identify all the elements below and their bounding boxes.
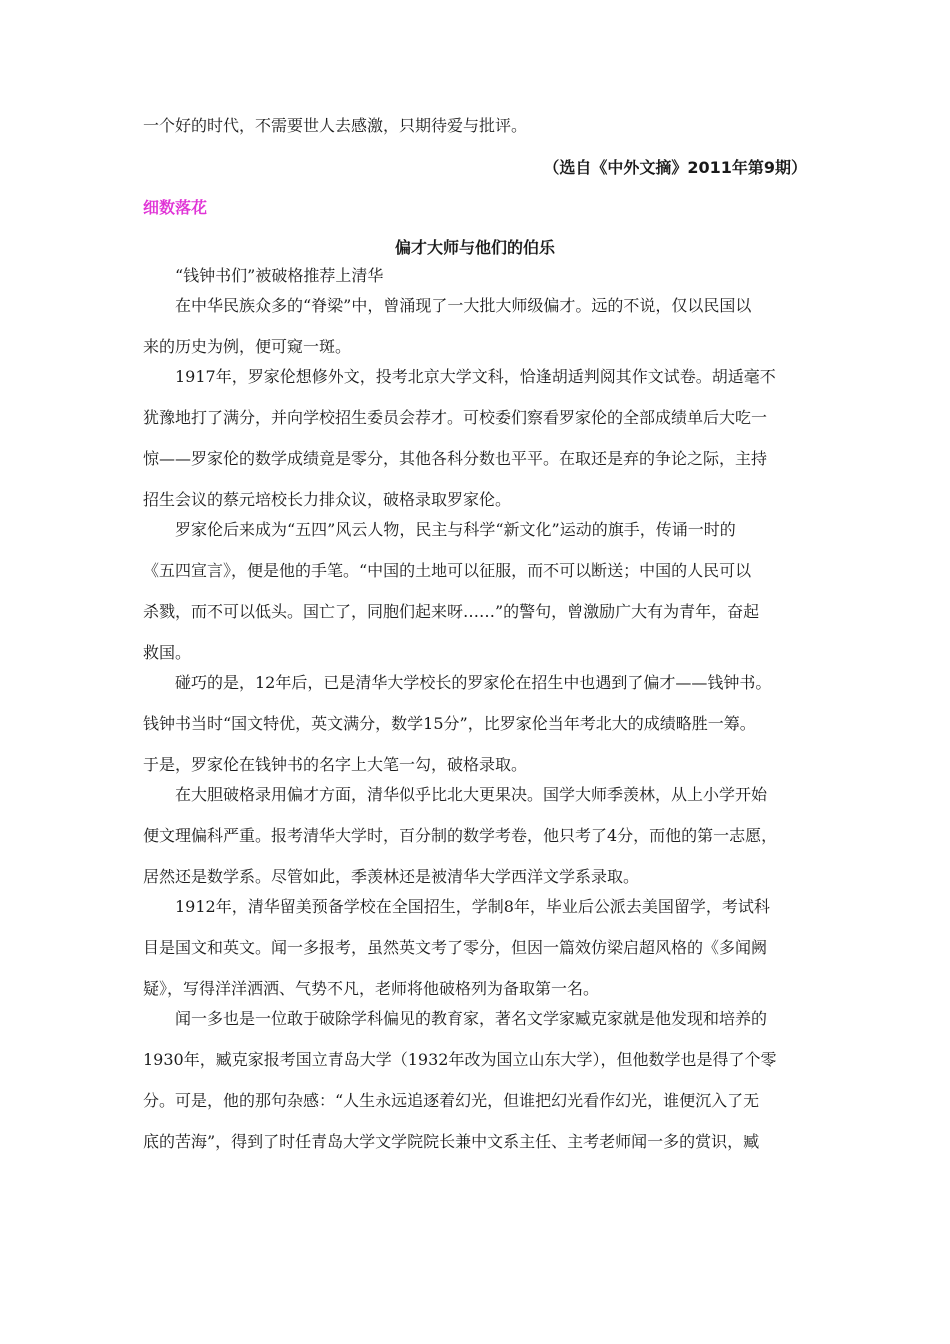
paragraph <box>143 897 807 999</box>
paragraph <box>143 673 807 775</box>
top-line: 一个好的时代，不需要世人去感激，只期待爱与批评。 <box>143 116 528 135</box>
paragraph-line: 惊——罗家伦的数学成绩竟是零分，其他各科分数也平平。在取还是弃的争论之际，主持 <box>143 449 768 468</box>
paragraph-line: 1912年，清华留美预备学校在全国招生，学制8年，毕业后公派去美国留学，考试科 <box>175 897 770 916</box>
paragraph-line: 来的历史为例，便可窥一斑。 <box>143 337 352 356</box>
source-citation: （选自《中外文摘》2011年第9期） <box>543 158 807 177</box>
paragraph-line: 杀戮，而不可以低头。国亡了，同胞们起来呀……”的警句，曾激励广大有为青年，奋起 <box>143 602 760 621</box>
paragraph-line: 犹豫地打了满分，并向学校招生委员会荐才。可校委们察看罗家伦的全部成绩单后大吃一 <box>143 408 768 427</box>
paragraph-line: 于是，罗家伦在钱钟书的名字上大笔一勾，破格录取。 <box>143 755 528 774</box>
paragraph <box>143 520 807 663</box>
document-page <box>143 116 807 1152</box>
paragraph-line: 罗家伦后来成为“五四”风云人物，民主与科学“新文化”运动的旗手，传诵一时的 <box>175 520 736 539</box>
paragraph <box>143 785 807 887</box>
paragraph-line: 便文理偏科严重。报考清华大学时，百分制的数学考卷，他只考了4分，而他的第一志愿， <box>143 826 778 845</box>
article-body <box>143 296 807 1152</box>
paragraph-line: 钱钟书当时“国文特优，英文满分，数学15分”，比罗家伦当年考北大的成绩略胜一筹。 <box>143 714 756 733</box>
paragraph-line: 闻一多也是一位敢于破除学科偏见的教育家，著名文学家臧克家就是他发现和培养的 <box>175 1009 768 1028</box>
paragraph <box>143 367 807 510</box>
paragraph-line: 目是国文和英文。闻一多报考，虽然英文考了零分，但因一篇效仿梁启超风格的《多闻阙 <box>143 938 768 957</box>
paragraph-line: 在大胆破格录用偏才方面，清华似乎比北大更果决。国学大师季羡林，从上小学开始 <box>175 785 768 804</box>
paragraph-line: 1930年，臧克家报考国立青岛大学（1932年改为国立山东大学），但他数学也是得了个零 <box>143 1050 777 1069</box>
paragraph-line: 救国。 <box>143 643 192 662</box>
subheading: “钱钟书们”被破格推荐上清华 <box>175 266 384 285</box>
paragraph-line: 底的苦海”，得到了时任青岛大学文学院院长兼中文系主任、主考老师闻一多的赏识，臧 <box>143 1132 760 1151</box>
paragraph-line: 1917年，罗家伦想修外文，投考北京大学文科，恰逢胡适判阅其作文试卷。胡适毫不 <box>175 367 776 386</box>
paragraph-line: 碰巧的是，12年后，已是清华大学校长的罗家伦在招生中也遇到了偏才——钱钟书。 <box>175 673 772 692</box>
paragraph-line: 《五四宣言》，便是他的手笔。“中国的土地可以征服，而不可以断送；中国的人民可以 <box>143 561 752 580</box>
paragraph-line: 疑》，写得洋洋洒洒、气势不凡，老师将他破格列为备取第一名。 <box>143 979 600 998</box>
paragraph-line: 招生会议的蔡元培校长力排众议，破格录取罗家伦。 <box>143 490 512 509</box>
paragraph <box>143 1009 807 1152</box>
paragraph-line: 分。可是，他的那句杂感：“人生永远追逐着幻光，但谁把幻光看作幻光，谁便沉入了无 <box>143 1091 760 1110</box>
paragraph-line: 在中华民族众多的“脊梁”中，曾涌现了一大批大师级偏才。远的不说，仅以民国以 <box>175 296 752 315</box>
paragraph-line: 居然还是数学系。尽管如此，季羡林还是被清华大学西洋文学系录取。 <box>143 867 640 886</box>
paragraph <box>143 296 807 357</box>
article-title: 偏才大师与他们的伯乐 <box>394 238 555 257</box>
section-label: 细数落花 <box>143 198 208 217</box>
